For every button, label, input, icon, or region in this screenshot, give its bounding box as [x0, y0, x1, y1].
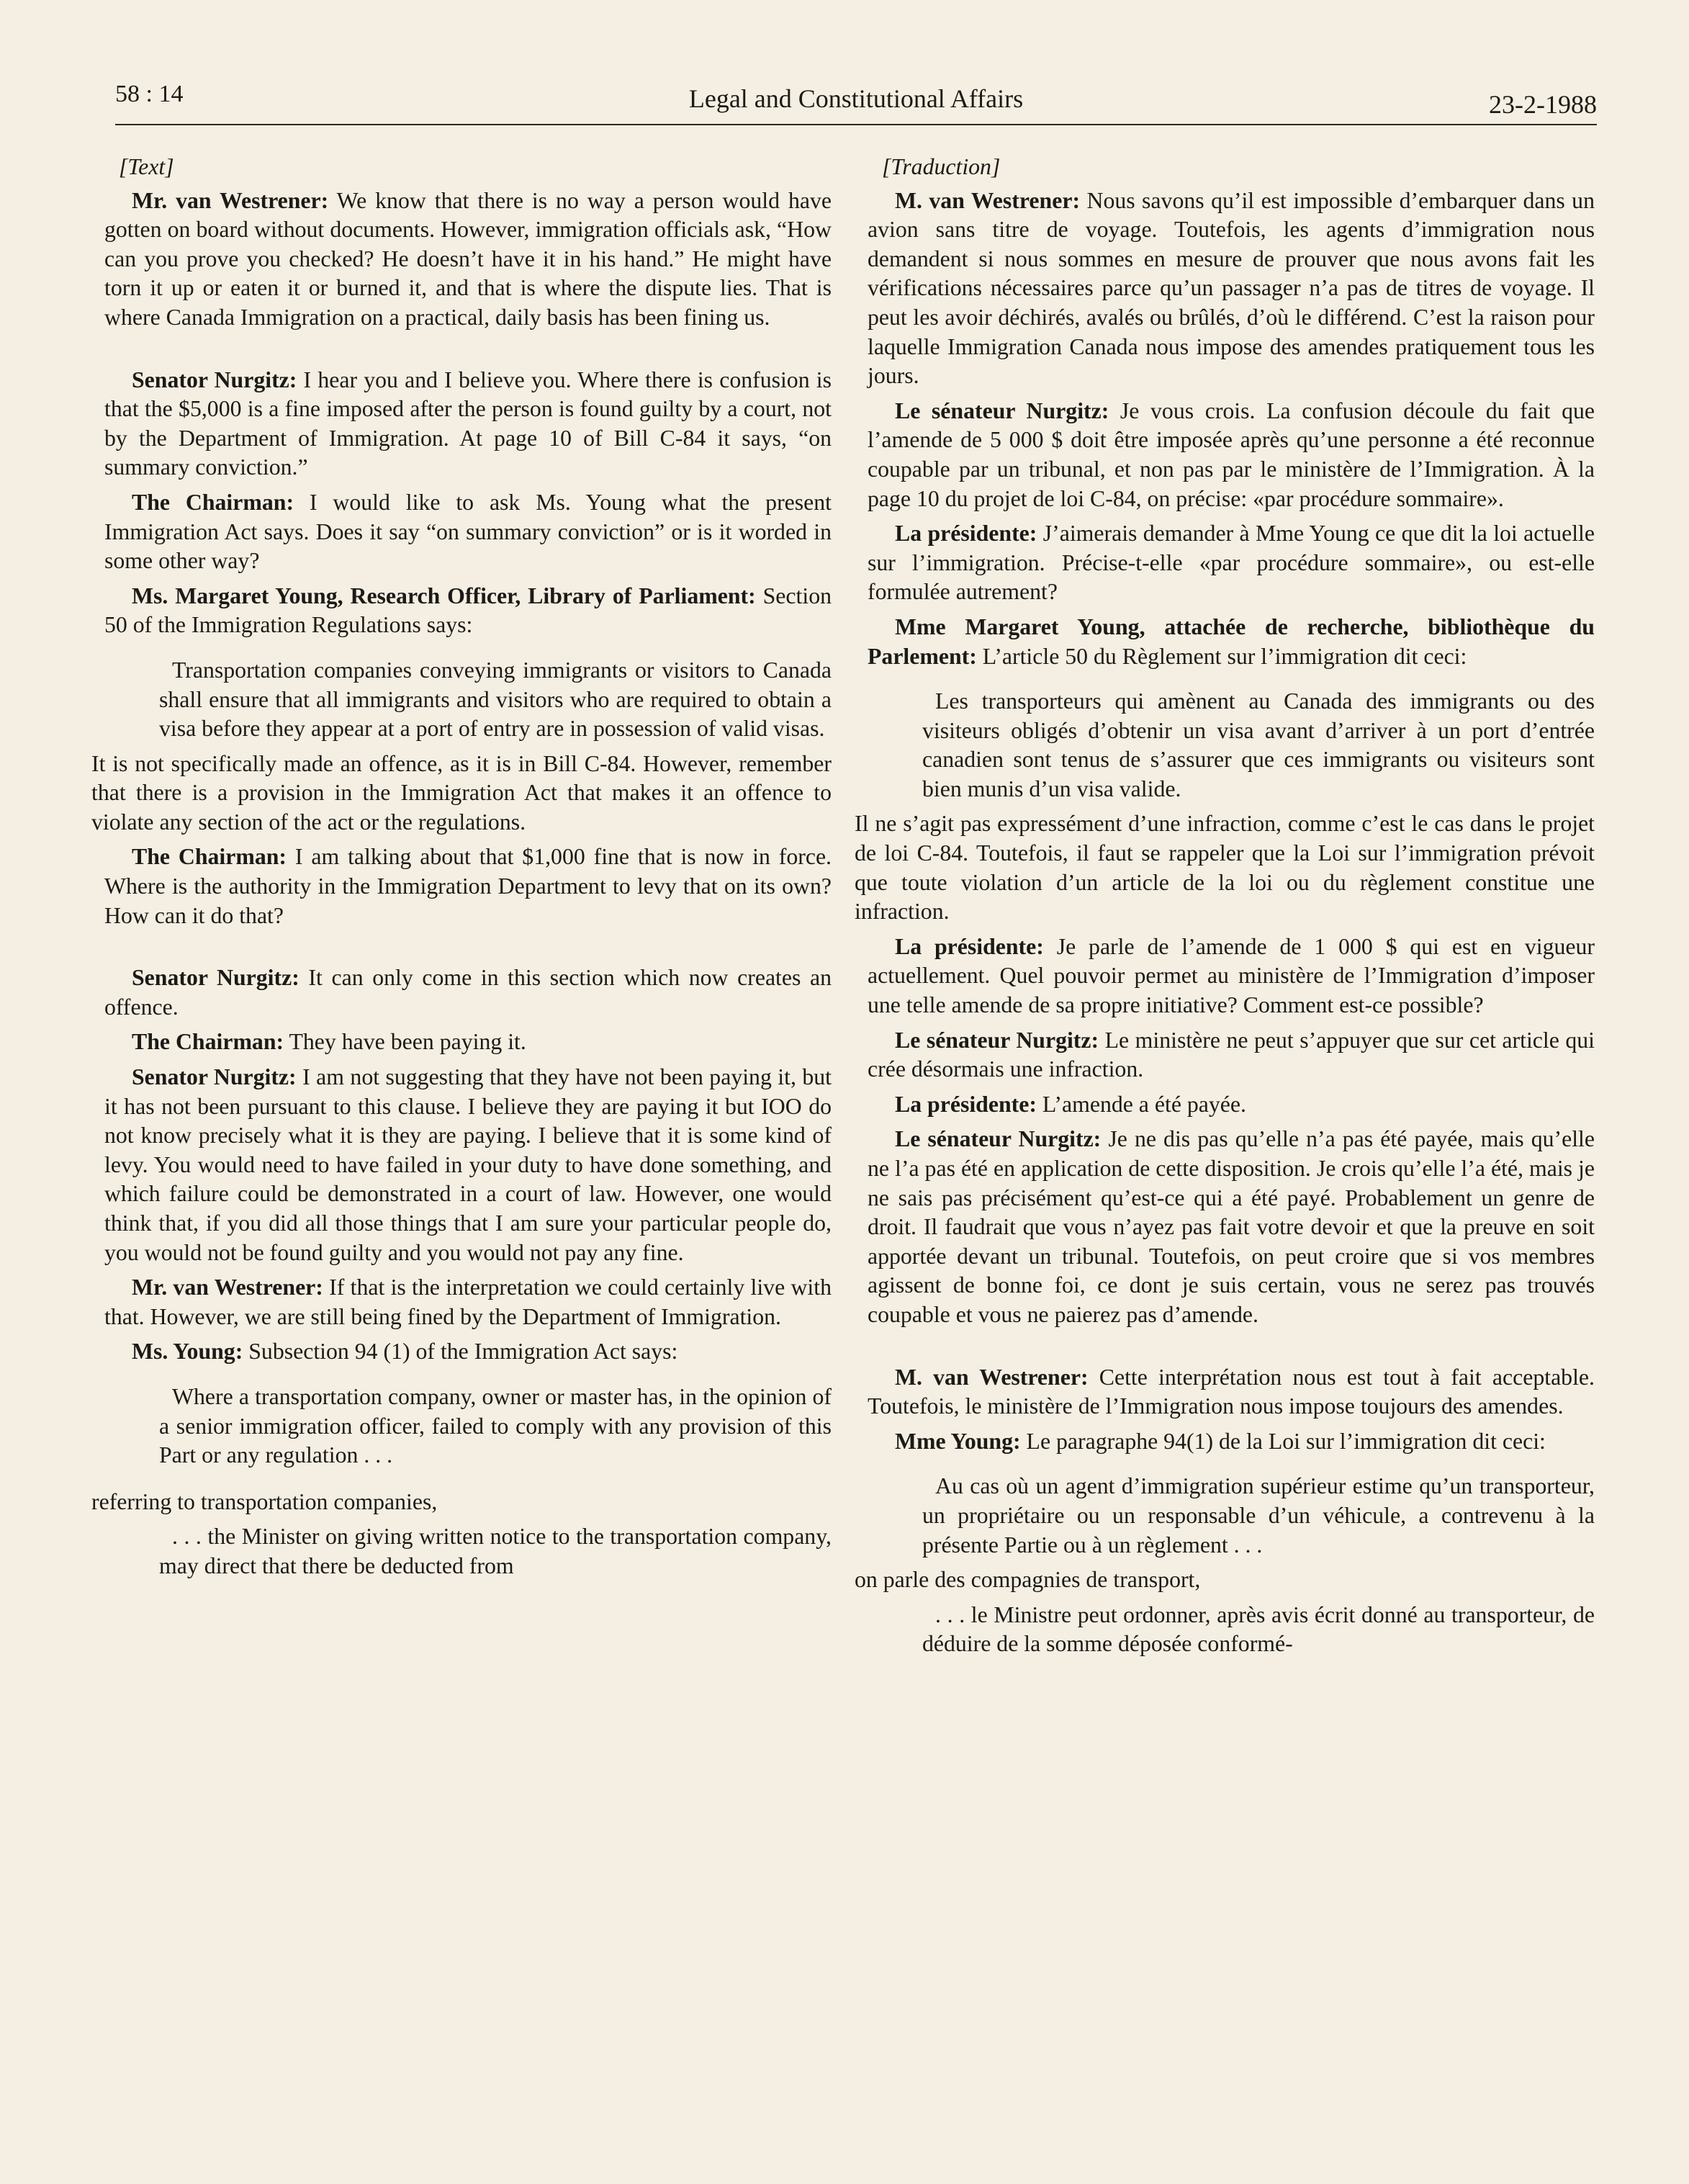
english-column: [91, 153, 832, 1587]
speaker-name: Senator Nurgitz:: [132, 965, 299, 991]
quotation: [159, 656, 832, 744]
speaker-name: La présidente:: [895, 1091, 1037, 1117]
speech-text: L’amende a été payée.: [1036, 1091, 1246, 1117]
speech-text: I would like to ask Ms. Young what the present Immigration Act says. Does it say “on summary conviction” or is it worded in some other way?: [104, 489, 832, 574]
speech-text: Je vous crois. La confusion découle du fait que l’amende de 5 000 $ doit être imposée après qu’une personne a été reconnue coupable par un tribunal, et non pas par le ministère de l’Immigration. À la page 10 du projet de loi C-84, on précise: «par procédure sommaire».: [868, 397, 1595, 511]
speaker-name: Ms. Margaret Young, Research Officer, Library of Parliament:: [132, 583, 756, 608]
paragraph: [104, 1063, 832, 1267]
speaker-name: Senator Nurgitz:: [132, 1064, 297, 1090]
speaker-name: Ms. Young:: [132, 1339, 243, 1365]
page-number: 58 : 14: [115, 81, 184, 107]
speaker-name: Mme Margaret Young, attachée de recherche, bibliothèque du Parlement:: [868, 614, 1595, 669]
paragraph: [104, 1028, 832, 1057]
quote-text: . . . le Ministre peut ordonner, après avis écrit donné au transporteur, de déduire de la somme déposée conformé-: [922, 1601, 1595, 1657]
speech-text: Le ministère ne peut s’appuyer que sur cet article qui crée désormais une infraction.: [868, 1027, 1595, 1082]
paragraph: [868, 519, 1595, 607]
running-title: Legal and Constitutional Affairs: [688, 84, 1024, 113]
paragraph: [104, 1337, 832, 1367]
speech-text: Cette interprétation nous est tout à fait acceptable. Toutefois, le ministère de l’Immigration nous impose toujours des amendes.: [868, 1364, 1595, 1419]
page-date: 23-2-1988: [1489, 90, 1597, 119]
speech-text: It can only come in this section which now creates an offence.: [104, 965, 832, 1020]
speaker-name: M. van Westrener:: [895, 187, 1081, 213]
quotation: [159, 1383, 832, 1470]
paragraph: [868, 1427, 1595, 1457]
speaker-name: Senator Nurgitz:: [132, 367, 297, 392]
paragraph: [104, 582, 832, 640]
paragraph: [104, 488, 832, 576]
quote-text: Les transporteurs qui amènent au Canada des immigrants ou des visiteurs obligés d’obtenir un visa avant d’arriver à un port d’entrée canadien sont tenus de s’assurer que ces immigrants ou visiteurs sont bien munis d’un visa valide.: [922, 688, 1595, 801]
speaker-name: Le sénateur Nurgitz:: [895, 1027, 1099, 1053]
paragraph: [868, 1125, 1595, 1329]
quote-text: Where a transportation company, owner or master has, in the opinion of a senior immigration officer, failed to comply with any provision of this Part or any regulation . . .: [159, 1383, 832, 1468]
quotation: [922, 687, 1595, 804]
paragraph: [868, 1090, 1595, 1120]
paragraph: Il ne s’agit pas expressément d’une infraction, comme c’est le cas dans le projet de loi C-84. Toutefois, il faut se rappeler que la Loi sur l’immigration prévoit que toute violation d’un article de la loi ou du règlement constitue une infraction.: [855, 811, 1595, 925]
speaker-name: La présidente:: [895, 933, 1044, 959]
paragraph: referring to transportation companies,: [91, 1488, 438, 1514]
paragraph: [868, 1026, 1595, 1084]
speaker-name: Mme Young:: [895, 1428, 1021, 1454]
speaker-name: The Chairman:: [132, 844, 287, 870]
paragraph: [868, 397, 1595, 513]
paragraph: [104, 842, 832, 930]
speaker-name: La présidente:: [895, 521, 1037, 547]
speech-text: Nous savons qu’il est impossible d’embarquer dans un avion sans titre de voyage. Toutefois, les agents d’immigration nous demandent si nous sommes en mesure de prouver que nous avons fait les vérifications nécessaires parce qu’un passager n’a pas de titres de voyage. Il peut les avoir déchirés, avalés ou brûlés, d’où le différend. C’est la raison pour laquelle Immigration Canada nous impose des amendes pratiquement tous les jours.: [868, 187, 1595, 389]
paragraph: [868, 933, 1595, 1020]
paragraph: [868, 1363, 1595, 1421]
paragraph: on parle des compagnies de transport,: [855, 1567, 1201, 1593]
speech-text: Subsection 94 (1) of the Immigration Act says:: [243, 1339, 678, 1365]
quotation: [922, 1601, 1595, 1659]
speech-text: They have been paying it.: [284, 1029, 526, 1055]
speech-text: Je parle de l’amende de 1 000 $ qui est en vigueur actuellement. Quel pouvoir permet au ministère de l’Immigration d’imposer une telle amende de sa propre initiative? Comment est-ce possible?: [868, 933, 1595, 1018]
speaker-name: Le sénateur Nurgitz:: [895, 397, 1109, 423]
speech-text: Le paragraphe 94(1) de la Loi sur l’immigration dit ceci:: [1020, 1428, 1546, 1454]
paragraph: [868, 187, 1595, 391]
paragraph: [104, 963, 832, 1022]
speaker-name: Le sénateur Nurgitz:: [895, 1126, 1102, 1152]
paragraph: [104, 366, 832, 482]
speech-text: J’aimerais demander à Mme Young ce que dit la loi actuelle sur l’immigration. Précise-t-elle «par procédure sommaire», ou est-elle formulée autrement?: [868, 521, 1595, 605]
speech-text: We know that there is no way a person would have gotten on board without documents. However, immigration officials ask, “How can you prove you checked? He doesn’t have it in his hand.” He might have torn it up or eaten it or burned it, and that is where the dispute lies. That is where Canada Immigration on a practical, daily basis has been fining us.: [104, 187, 832, 330]
paragraph: [104, 1273, 832, 1331]
speech-text: I hear you and I believe you. Where there is confusion is that the $5,000 is a fine imposed after the person is found guilty by a court, not by the Department of Immigration. At page 10 of Bill C-84 it says, “on summary conviction.”: [104, 367, 832, 480]
speech-text: I am not suggesting that they have not been paying it, but it has not been pursuant to this clause. I believe they are paying it but IOO do not know precisely what it is they are paying. I believe that it is some kind of levy. You would need to have failed in your duty to have done something, and which failure could be demonstrated in a court of law. However, one would think that, if you did all those things that I am sure your particular people do, you would not be found guilty and you would not pay any fine.: [104, 1064, 832, 1265]
text-tag: [Text]: [119, 154, 174, 179]
paragraph: It is not specifically made an offence, as it is in Bill C-84. However, remember that there is a provision in the Immigration Act that makes it an offence to violate any section of the act or the regulations.: [91, 750, 832, 835]
speech-text: L’article 50 du Règlement sur l’immigration dit ceci:: [976, 643, 1467, 669]
quote-text: Au cas où un agent d’immigration supérieur estime qu’un transporteur, un propriétaire ou un responsable d’un véhicule, a contrevenu à la présente Partie ou à un règlement . . .: [922, 1473, 1595, 1558]
speech-text: Je ne dis pas qu’elle n’a pas été payée, mais qu’elle ne l’a pas été en application de cette disposition. Je crois qu’elle l’a été, mais je ne sais pas précisément qu’est-ce qui a été payé. Probablement un genre de droit. Il faudrait que vous n’ayez pas fait votre devoir et que la preuve en soit apportée devant un tribunal. Toutefois, on peut croire que si vos membres agissent de bonne foi, ce dont je suis certain, vous ne serez pas trouvés coupable et vous ne paierez pas d’amende.: [868, 1126, 1595, 1327]
quotation: [159, 1522, 832, 1581]
speech-text: Section 50 of the Immigration Regulations says:: [104, 583, 832, 638]
speaker-name: M. van Westrener:: [895, 1364, 1089, 1390]
speaker-name: The Chairman:: [132, 1029, 284, 1055]
speaker-name: The Chairman:: [132, 489, 294, 515]
quotation: [922, 1472, 1595, 1560]
speaker-name: Mr. van Westrener:: [132, 1275, 323, 1300]
french-column: [855, 153, 1595, 1665]
paragraph: [868, 613, 1595, 671]
paragraph: [104, 187, 832, 333]
speech-text: I am talking about that $1,000 fine that is now in force. Where is the authority in the Immigration Department to levy that on its own? How can it do that?: [104, 844, 832, 928]
quote-text: Transportation companies conveying immigrants or visitors to Canada shall ensure that all immigrants and visitors who are required to obtain a visa before they appear at a port of entry are in possession of valid visas.: [159, 657, 832, 742]
page-header: [115, 78, 1597, 125]
speaker-name: Mr. van Westrener:: [132, 187, 329, 213]
translation-tag: [Traduction]: [882, 154, 1001, 179]
quote-text: . . . the Minister on giving written notice to the transportation company, may direct that there be deducted from: [159, 1524, 832, 1578]
speech-text: If that is the interpretation we could certainly live with that. However, we are still being fined by the Department of Immigration.: [104, 1275, 832, 1329]
